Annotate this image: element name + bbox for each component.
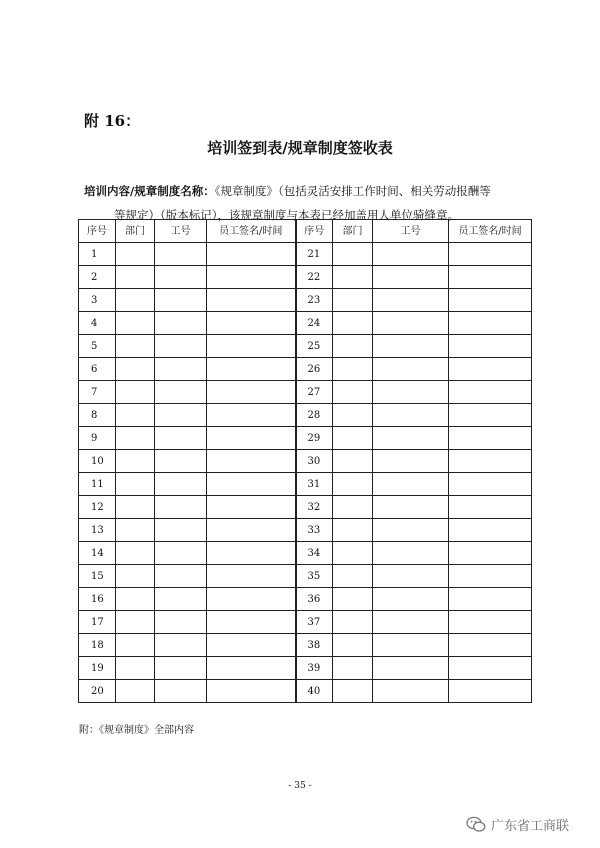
signature-cell [449, 289, 532, 312]
row-seq-cell: 5 [79, 335, 116, 358]
table-row [79, 473, 532, 496]
id-cell [373, 611, 449, 634]
table-body [79, 243, 532, 703]
signature-cell [207, 266, 296, 289]
dept-cell [333, 243, 373, 266]
row-seq-cell: 37 [296, 611, 333, 634]
id-cell [155, 289, 207, 312]
row-seq-cell: 32 [296, 496, 333, 519]
row-seq-cell: 22 [296, 266, 333, 289]
header-id: 工号 [373, 220, 449, 243]
row-seq-cell: 3 [79, 289, 116, 312]
dept-cell [333, 289, 373, 312]
signature-cell [207, 243, 296, 266]
signature-cell [449, 634, 532, 657]
table-row [79, 312, 532, 335]
id-cell [155, 404, 207, 427]
dept-cell [333, 312, 373, 335]
dept-cell [333, 542, 373, 565]
table-row [79, 611, 532, 634]
table-row [79, 381, 532, 404]
header-signature: 员工签名/时间 [207, 220, 296, 243]
id-cell [155, 450, 207, 473]
id-cell [373, 565, 449, 588]
row-seq-cell: 31 [296, 473, 333, 496]
row-seq-cell: 38 [296, 634, 333, 657]
dept-cell [333, 358, 373, 381]
dept-cell [116, 657, 155, 680]
dept-cell [116, 289, 155, 312]
row-seq-cell: 33 [296, 519, 333, 542]
row-seq-cell: 40 [296, 680, 333, 703]
row-seq-cell: 18 [79, 634, 116, 657]
signature-cell [207, 289, 296, 312]
intro-line-2: 等规定）（版本标记），该规章制度与本表已经加盖用人单位骑缝章。 [114, 208, 459, 222]
dept-cell [333, 680, 373, 703]
dept-cell [116, 634, 155, 657]
dept-cell [116, 496, 155, 519]
dept-cell [333, 588, 373, 611]
id-cell [373, 519, 449, 542]
row-seq-cell: 10 [79, 450, 116, 473]
table-row [79, 496, 532, 519]
id-cell [373, 542, 449, 565]
dept-cell [333, 519, 373, 542]
id-cell [373, 266, 449, 289]
signature-cell [449, 588, 532, 611]
signature-cell [207, 565, 296, 588]
id-cell [373, 358, 449, 381]
signature-cell [207, 588, 296, 611]
dept-cell [333, 496, 373, 519]
row-seq-cell: 35 [296, 565, 333, 588]
id-cell [373, 289, 449, 312]
table-row [79, 404, 532, 427]
intro-label: 培训内容/规章制度名称： [84, 184, 215, 198]
table-row [79, 427, 532, 450]
appendix-label: 附 16： [84, 112, 141, 130]
id-cell [373, 680, 449, 703]
page-number: - 35 - [288, 781, 312, 791]
row-seq-cell: 19 [79, 657, 116, 680]
table-row [79, 450, 532, 473]
signature-cell [449, 266, 532, 289]
dept-cell [333, 565, 373, 588]
dept-cell [333, 473, 373, 496]
dept-cell [333, 657, 373, 680]
row-seq-cell: 34 [296, 542, 333, 565]
signature-cell [207, 657, 296, 680]
signature-cell [449, 519, 532, 542]
row-seq-cell: 24 [296, 312, 333, 335]
dept-cell [333, 381, 373, 404]
watermark [466, 815, 569, 834]
signature-cell [207, 634, 296, 657]
signature-cell [207, 381, 296, 404]
row-seq-cell: 28 [296, 404, 333, 427]
signature-cell [449, 358, 532, 381]
row-seq-cell: 9 [79, 427, 116, 450]
table-row [79, 680, 532, 703]
row-seq-cell: 4 [79, 312, 116, 335]
dept-cell [116, 358, 155, 381]
id-cell [155, 312, 207, 335]
id-cell [155, 611, 207, 634]
row-seq-cell: 23 [296, 289, 333, 312]
dept-cell [116, 542, 155, 565]
row-seq-cell: 7 [79, 381, 116, 404]
id-cell [155, 542, 207, 565]
id-cell [373, 381, 449, 404]
table-row [79, 289, 532, 312]
intro-line-1: 《规章制度》（包括灵活安排工作时间、相关劳动报酬等 [214, 184, 491, 198]
dept-cell [116, 243, 155, 266]
id-cell [373, 335, 449, 358]
header-signature: 员工签名/时间 [449, 220, 532, 243]
table-header-row [79, 220, 532, 243]
dept-cell [333, 450, 373, 473]
id-cell [373, 473, 449, 496]
row-seq-cell: 2 [79, 266, 116, 289]
dept-cell [116, 611, 155, 634]
dept-cell [116, 450, 155, 473]
row-seq-cell: 39 [296, 657, 333, 680]
wechat-icon [466, 816, 486, 833]
id-cell [155, 657, 207, 680]
id-cell [155, 266, 207, 289]
page-title: 培训签到表/规章制度签收表 [207, 139, 393, 157]
table-row [79, 243, 532, 266]
row-seq-cell: 20 [79, 680, 116, 703]
id-cell [373, 312, 449, 335]
id-cell [155, 565, 207, 588]
dept-cell [116, 680, 155, 703]
id-cell [373, 657, 449, 680]
dept-cell [333, 266, 373, 289]
id-cell [155, 680, 207, 703]
footnote: 附：《规章制度》全部内容 [79, 725, 194, 736]
dept-cell [116, 588, 155, 611]
dept-cell [333, 611, 373, 634]
row-seq-cell: 30 [296, 450, 333, 473]
signature-cell [207, 519, 296, 542]
dept-cell [116, 335, 155, 358]
dept-cell [116, 473, 155, 496]
row-seq-cell: 11 [79, 473, 116, 496]
dept-cell [116, 404, 155, 427]
id-cell [373, 634, 449, 657]
table-row [79, 634, 532, 657]
id-cell [155, 496, 207, 519]
id-cell [155, 335, 207, 358]
id-cell [373, 243, 449, 266]
row-seq-cell: 27 [296, 381, 333, 404]
header-seq: 序号 [296, 220, 333, 243]
signature-cell [449, 611, 532, 634]
table-row [79, 565, 532, 588]
signature-cell [449, 450, 532, 473]
signature-cell [449, 335, 532, 358]
dept-cell [116, 266, 155, 289]
dept-cell [116, 565, 155, 588]
id-cell [155, 427, 207, 450]
signature-cell [207, 335, 296, 358]
signature-cell [449, 680, 532, 703]
id-cell [373, 404, 449, 427]
signature-cell [449, 657, 532, 680]
sign-in-table [78, 219, 532, 703]
row-seq-cell: 29 [296, 427, 333, 450]
signature-cell [449, 496, 532, 519]
header-dept: 部门 [333, 220, 373, 243]
signature-cell [449, 542, 532, 565]
row-seq-cell: 6 [79, 358, 116, 381]
dept-cell [333, 335, 373, 358]
header-seq: 序号 [79, 220, 116, 243]
row-seq-cell: 21 [296, 243, 333, 266]
signature-cell [207, 450, 296, 473]
row-seq-cell: 14 [79, 542, 116, 565]
signature-cell [207, 312, 296, 335]
table-row [79, 542, 532, 565]
id-cell [373, 588, 449, 611]
row-seq-cell: 8 [79, 404, 116, 427]
row-seq-cell: 25 [296, 335, 333, 358]
dept-cell [116, 519, 155, 542]
signature-cell [207, 542, 296, 565]
signature-cell [207, 680, 296, 703]
signature-cell [449, 312, 532, 335]
table-row [79, 519, 532, 542]
row-seq-cell: 36 [296, 588, 333, 611]
watermark-text: 广东省工商联 [491, 819, 570, 834]
id-cell [373, 427, 449, 450]
id-cell [155, 519, 207, 542]
signature-cell [449, 565, 532, 588]
signature-cell [207, 473, 296, 496]
row-seq-cell: 16 [79, 588, 116, 611]
row-seq-cell: 26 [296, 358, 333, 381]
row-seq-cell: 1 [79, 243, 116, 266]
signature-cell [207, 404, 296, 427]
signature-cell [207, 611, 296, 634]
dept-cell [333, 634, 373, 657]
header-dept: 部门 [116, 220, 155, 243]
dept-cell [333, 404, 373, 427]
row-seq-cell: 17 [79, 611, 116, 634]
id-cell [373, 496, 449, 519]
signature-cell [449, 243, 532, 266]
table-row [79, 266, 532, 289]
table-row [79, 358, 532, 381]
table-row [79, 588, 532, 611]
signature-cell [207, 358, 296, 381]
dept-cell [116, 312, 155, 335]
dept-cell [333, 427, 373, 450]
signature-cell [207, 496, 296, 519]
signature-cell [207, 427, 296, 450]
signature-cell [449, 473, 532, 496]
dept-cell [116, 427, 155, 450]
signature-cell [449, 404, 532, 427]
table-row [79, 657, 532, 680]
id-cell [373, 450, 449, 473]
id-cell [155, 634, 207, 657]
signature-cell [449, 381, 532, 404]
id-cell [155, 381, 207, 404]
row-seq-cell: 15 [79, 565, 116, 588]
id-cell [155, 358, 207, 381]
signature-cell [449, 427, 532, 450]
id-cell [155, 243, 207, 266]
table-row [79, 335, 532, 358]
header-id: 工号 [155, 220, 207, 243]
dept-cell [116, 381, 155, 404]
row-seq-cell: 12 [79, 496, 116, 519]
id-cell [155, 588, 207, 611]
id-cell [155, 473, 207, 496]
row-seq-cell: 13 [79, 519, 116, 542]
